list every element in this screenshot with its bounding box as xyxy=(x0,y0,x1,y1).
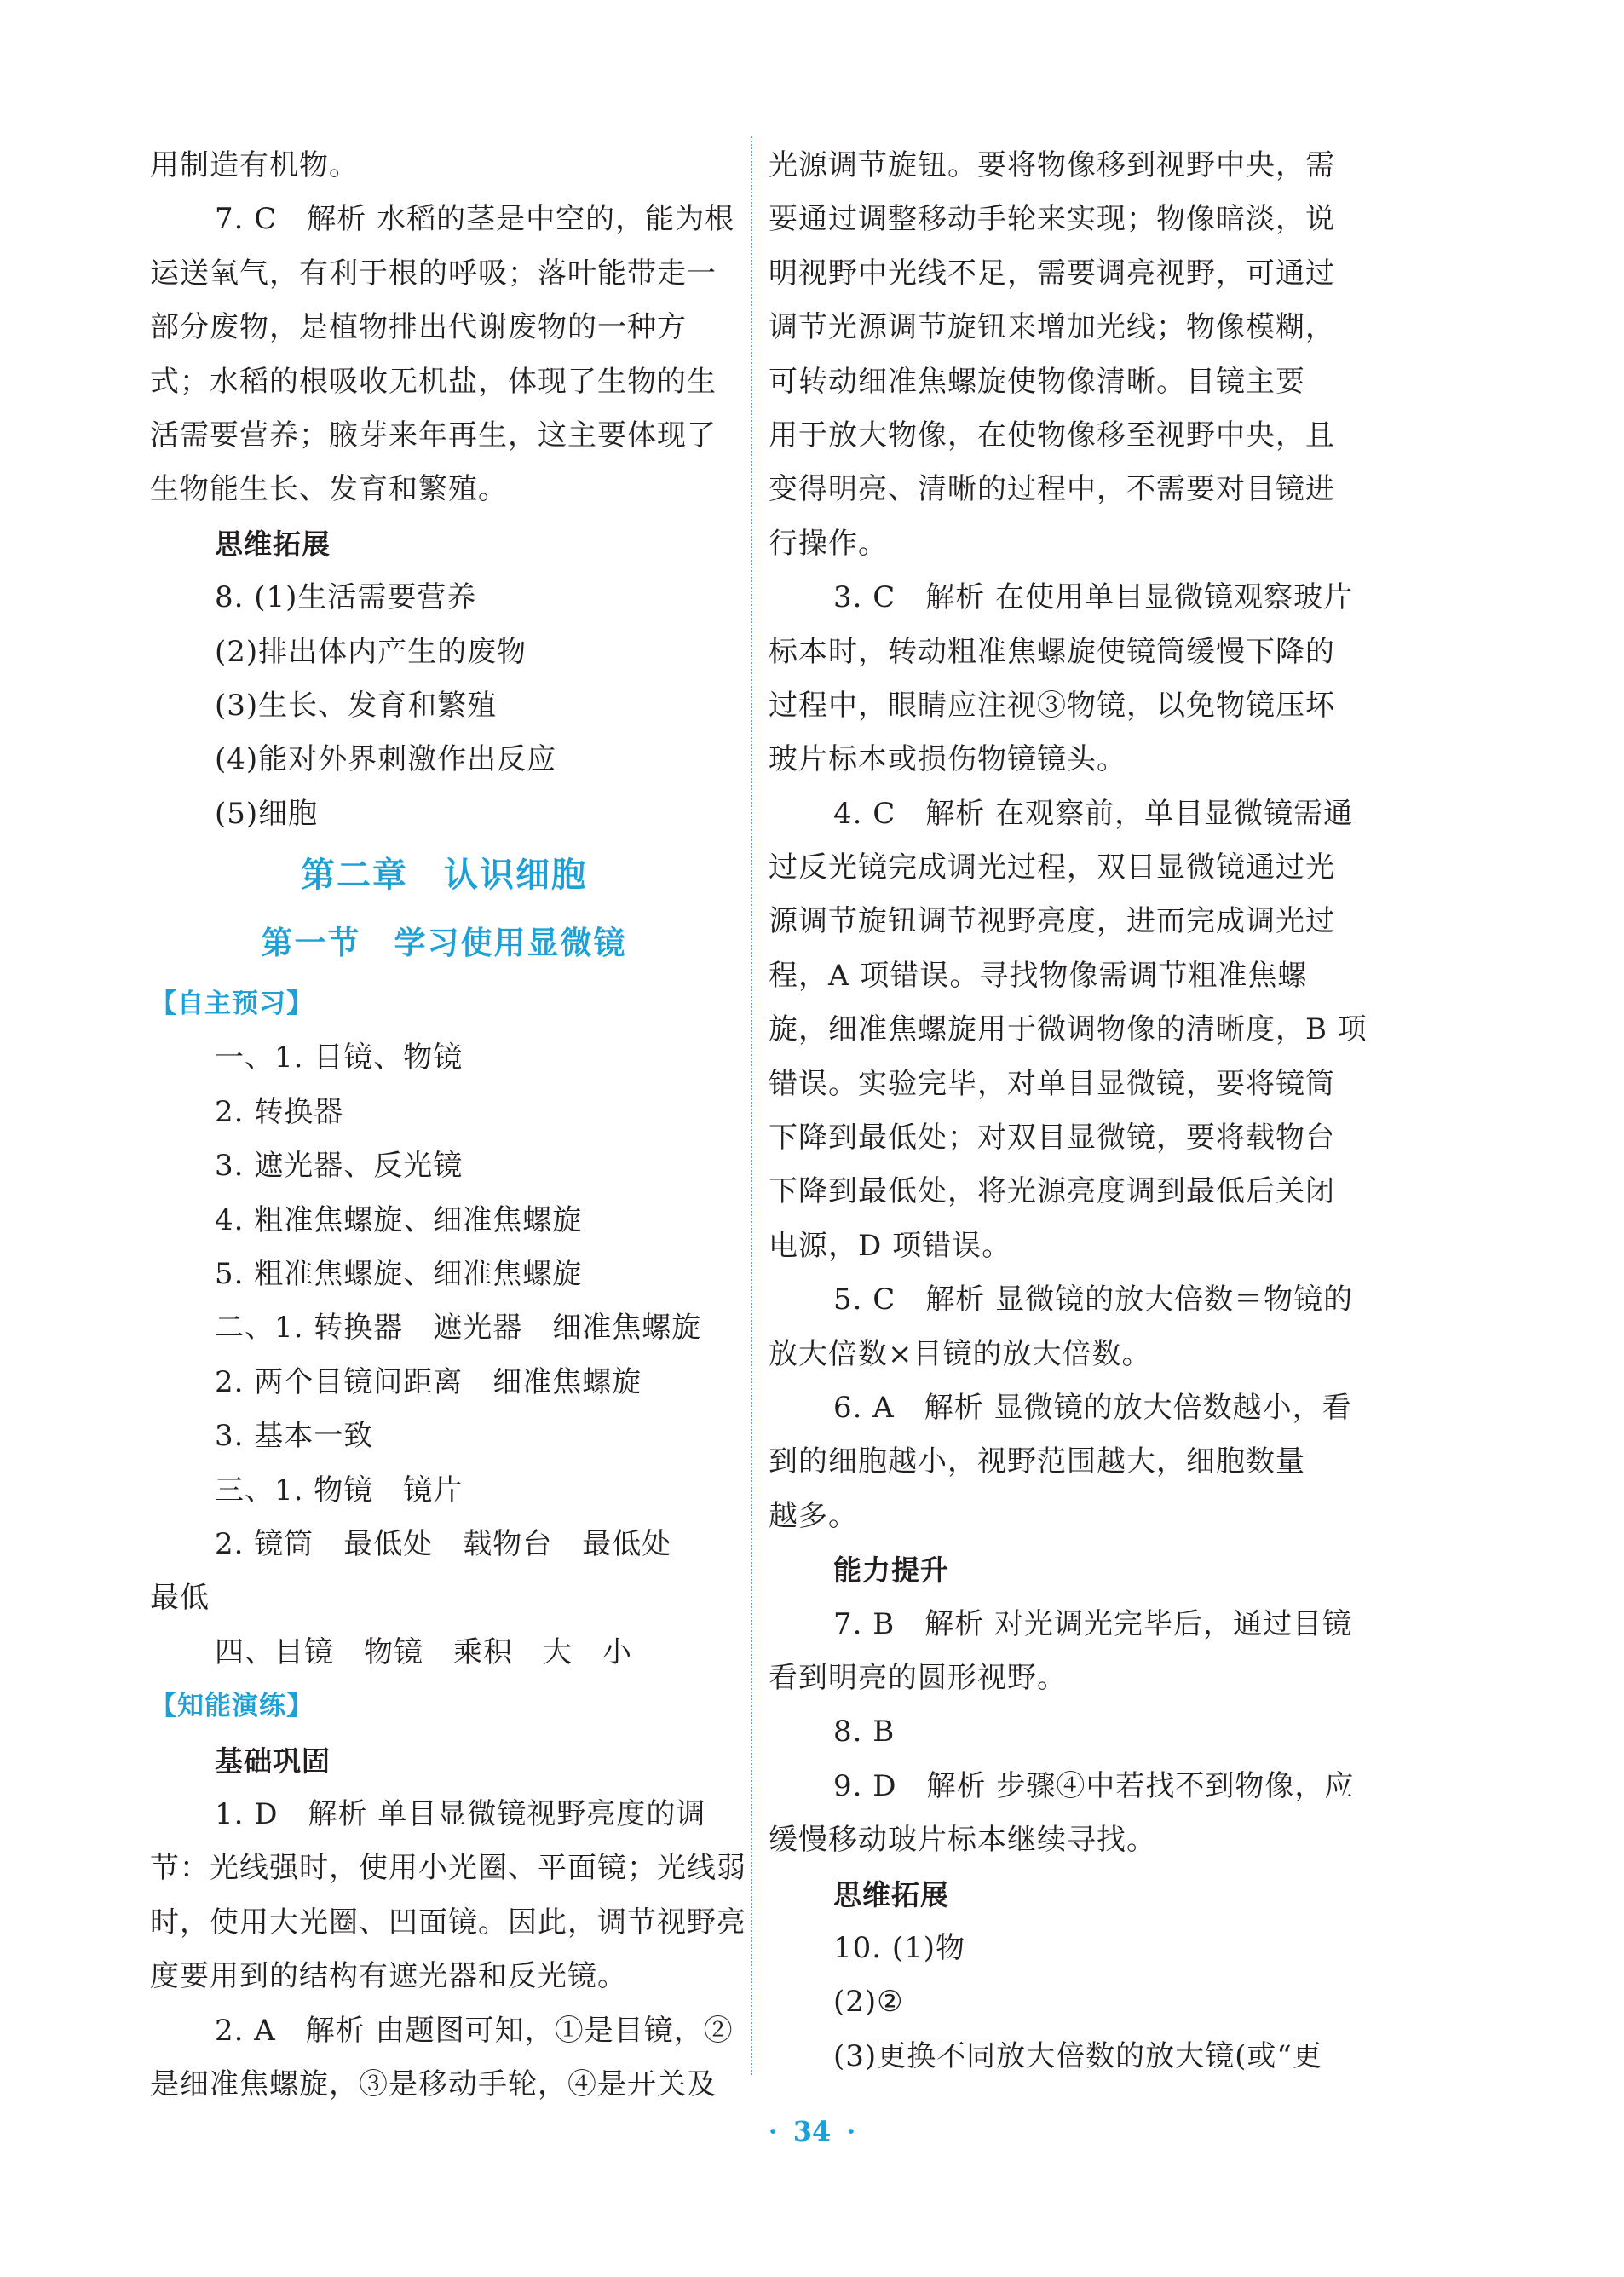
answer-6: 6. A 解析 显微镜的放大倍数越小，看 xyxy=(833,1390,1352,1425)
page-number-dot-left: · xyxy=(768,2115,778,2147)
text-line: 源调节旋钮调节视野亮度，进而完成调光过 xyxy=(769,904,1335,939)
text-line: 程，A 项错误。寻找物像需调节粗准焦螺 xyxy=(769,958,1308,993)
text-line: 看到明亮的圆形视野。 xyxy=(769,1660,1067,1695)
section-heading-ability: 能力提升 xyxy=(833,1554,949,1588)
page-number xyxy=(0,2115,1624,2147)
answer-2: 2. A 解析 由题图可知，①是目镜，② xyxy=(215,2013,734,2048)
answer-9: 9. D 解析 步骤④中若找不到物像，应 xyxy=(833,1768,1355,1803)
list-item: 2. 转换器 xyxy=(215,1094,344,1129)
text-line: 可转动细准焦螺旋使物像清晰。目镜主要 xyxy=(769,364,1305,399)
text-line: 过程中，眼睛应注视③物镜，以免物镜压坏 xyxy=(769,688,1335,723)
list-item: 最低 xyxy=(150,1581,210,1616)
list-item: 3. 基本一致 xyxy=(215,1419,374,1454)
answer-10: 10. (1)物 xyxy=(833,1930,966,1965)
text-line: 部分废物，是植物排出代谢废物的一种方 xyxy=(150,310,687,345)
section-heading-thinking: 思维拓展 xyxy=(215,527,331,561)
page-number-text: 34 xyxy=(792,2115,832,2147)
text-line: 运送氧气，有利于根的呼吸；落叶能带走一 xyxy=(150,256,717,291)
text-line: 过反光镜完成调光过程，双目显微镜通过光 xyxy=(769,850,1335,885)
list-item: 5. 粗准焦螺旋、细准焦螺旋 xyxy=(215,1257,583,1292)
text-line: 错误。实验完毕，对单目显微镜，要将镜筒 xyxy=(769,1066,1335,1101)
text-line: 玻片标本或损伤物镜镜头。 xyxy=(769,742,1126,777)
answer-3: 3. C 解析 在使用单目显微镜观察玻片 xyxy=(833,580,1354,615)
list-item: 2. 镜筒 最低处 载物台 最低处 xyxy=(215,1526,672,1561)
list-item: 二、1. 转换器 遮光器 细准焦螺旋 xyxy=(215,1311,702,1346)
text-line: 时，使用大光圈、凹面镜。因此，调节视野亮 xyxy=(150,1905,746,1940)
list-item: (3)更换不同放大倍数的放大镜(或“更 xyxy=(833,2038,1322,2073)
right-column xyxy=(769,139,1368,2084)
text-line: 变得明亮、清晰的过程中，不需要对目镜进 xyxy=(769,472,1335,507)
list-item: 3. 遮光器、反光镜 xyxy=(215,1149,464,1184)
list-item: 三、1. 物镜 镜片 xyxy=(215,1473,464,1507)
text-line: 越多。 xyxy=(769,1498,858,1533)
list-item: 一、1. 目镜、物镜 xyxy=(215,1041,464,1075)
text-line: 生物能生长、发育和繁殖。 xyxy=(150,472,508,507)
text-line: 要通过调整移动手轮来实现；物像暗淡，说 xyxy=(769,202,1335,237)
section-title: 第一节 学习使用显微镜 xyxy=(261,925,627,962)
text-line: 旋，细准焦螺旋用于微调物像的清晰度，B 项 xyxy=(769,1012,1368,1047)
section-heading-thinking: 思维拓展 xyxy=(833,1877,949,1911)
tag-self-preview: 【自主预习】 xyxy=(150,989,314,1020)
text-line: 是细准焦螺旋，③是移动手轮，④是开关及 xyxy=(150,2067,717,2101)
list-item: 2. 两个目镜间距离 细准焦螺旋 xyxy=(215,1364,642,1399)
answer-8: 8. B xyxy=(833,1715,896,1750)
list-item: (3)生长、发育和繁殖 xyxy=(215,688,498,723)
text-line: 光源调节旋钮。要将物像移到视野中央，需 xyxy=(769,148,1335,182)
text-line: 标本时，转动粗准焦螺旋使镜筒缓慢下降的 xyxy=(769,634,1335,669)
text-line: 用于放大物像，在使物像移至视野中央，且 xyxy=(769,418,1335,453)
answer-5: 5. C 解析 显微镜的放大倍数＝物镜的 xyxy=(833,1283,1354,1317)
text-line: 下降到最低处，将光源亮度调到最低后关闭 xyxy=(769,1174,1335,1209)
text-line: 放大倍数×目镜的放大倍数。 xyxy=(769,1336,1152,1371)
text-line: 调节光源调节旋钮来增加光线；物像模糊， xyxy=(769,310,1335,345)
answer-1: 1. D 解析 单目显微镜视野亮度的调 xyxy=(215,1796,706,1831)
left-column xyxy=(150,139,746,2112)
list-item: 4. 粗准焦螺旋、细准焦螺旋 xyxy=(215,1202,583,1237)
text-line: 缓慢移动玻片标本继续寻找。 xyxy=(769,1823,1156,1858)
text-line: 明视野中光线不足，需要调亮视野，可通过 xyxy=(769,256,1335,291)
list-item: (2)② xyxy=(833,1985,904,2020)
list-item: (2)排出体内产生的废物 xyxy=(215,634,527,669)
text-line: 电源，D 项错误。 xyxy=(769,1228,1012,1263)
list-item: (4)能对外界刺激作出反应 xyxy=(215,742,557,777)
answer-7: 7. B 解析 对光调光完毕后，通过目镜 xyxy=(833,1606,1353,1641)
answer-7: 7. C 解析 水稻的茎是中空的，能为根 xyxy=(215,202,735,237)
text-line: 行操作。 xyxy=(769,526,888,561)
chapter-title: 第二章 认识细胞 xyxy=(301,856,587,896)
answer-8: 8. (1)生活需要营养 xyxy=(215,580,477,615)
text-line: 到的细胞越小，视野范围越大，细胞数量 xyxy=(769,1444,1305,1479)
tag-practice: 【知能演练】 xyxy=(150,1691,314,1722)
text-line: 度要用到的结构有遮光器和反光镜。 xyxy=(150,1959,627,1994)
text-line: 用制造有机物。 xyxy=(150,148,359,182)
answer-4: 4. C 解析 在观察前，单目显微镜需通 xyxy=(833,796,1354,831)
column-divider xyxy=(751,136,752,2075)
text-line: 下降到最低处；对双目显微镜，要将载物台 xyxy=(769,1121,1335,1156)
list-item: 四、目镜 物镜 乘积 大 小 xyxy=(215,1634,632,1669)
text-line: 式；水稻的根吸收无机盐，体现了生物的生 xyxy=(150,364,717,399)
section-heading-basic: 基础巩固 xyxy=(215,1744,331,1778)
page-number-dot-right: · xyxy=(846,2115,856,2147)
text-line: 节：光线强时，使用小光圈、平面镜；光线弱 xyxy=(150,1851,746,1886)
text-line: 活需要营养；腋芽来年再生，这主要体现了 xyxy=(150,418,717,453)
list-item: (5)细胞 xyxy=(215,796,319,831)
